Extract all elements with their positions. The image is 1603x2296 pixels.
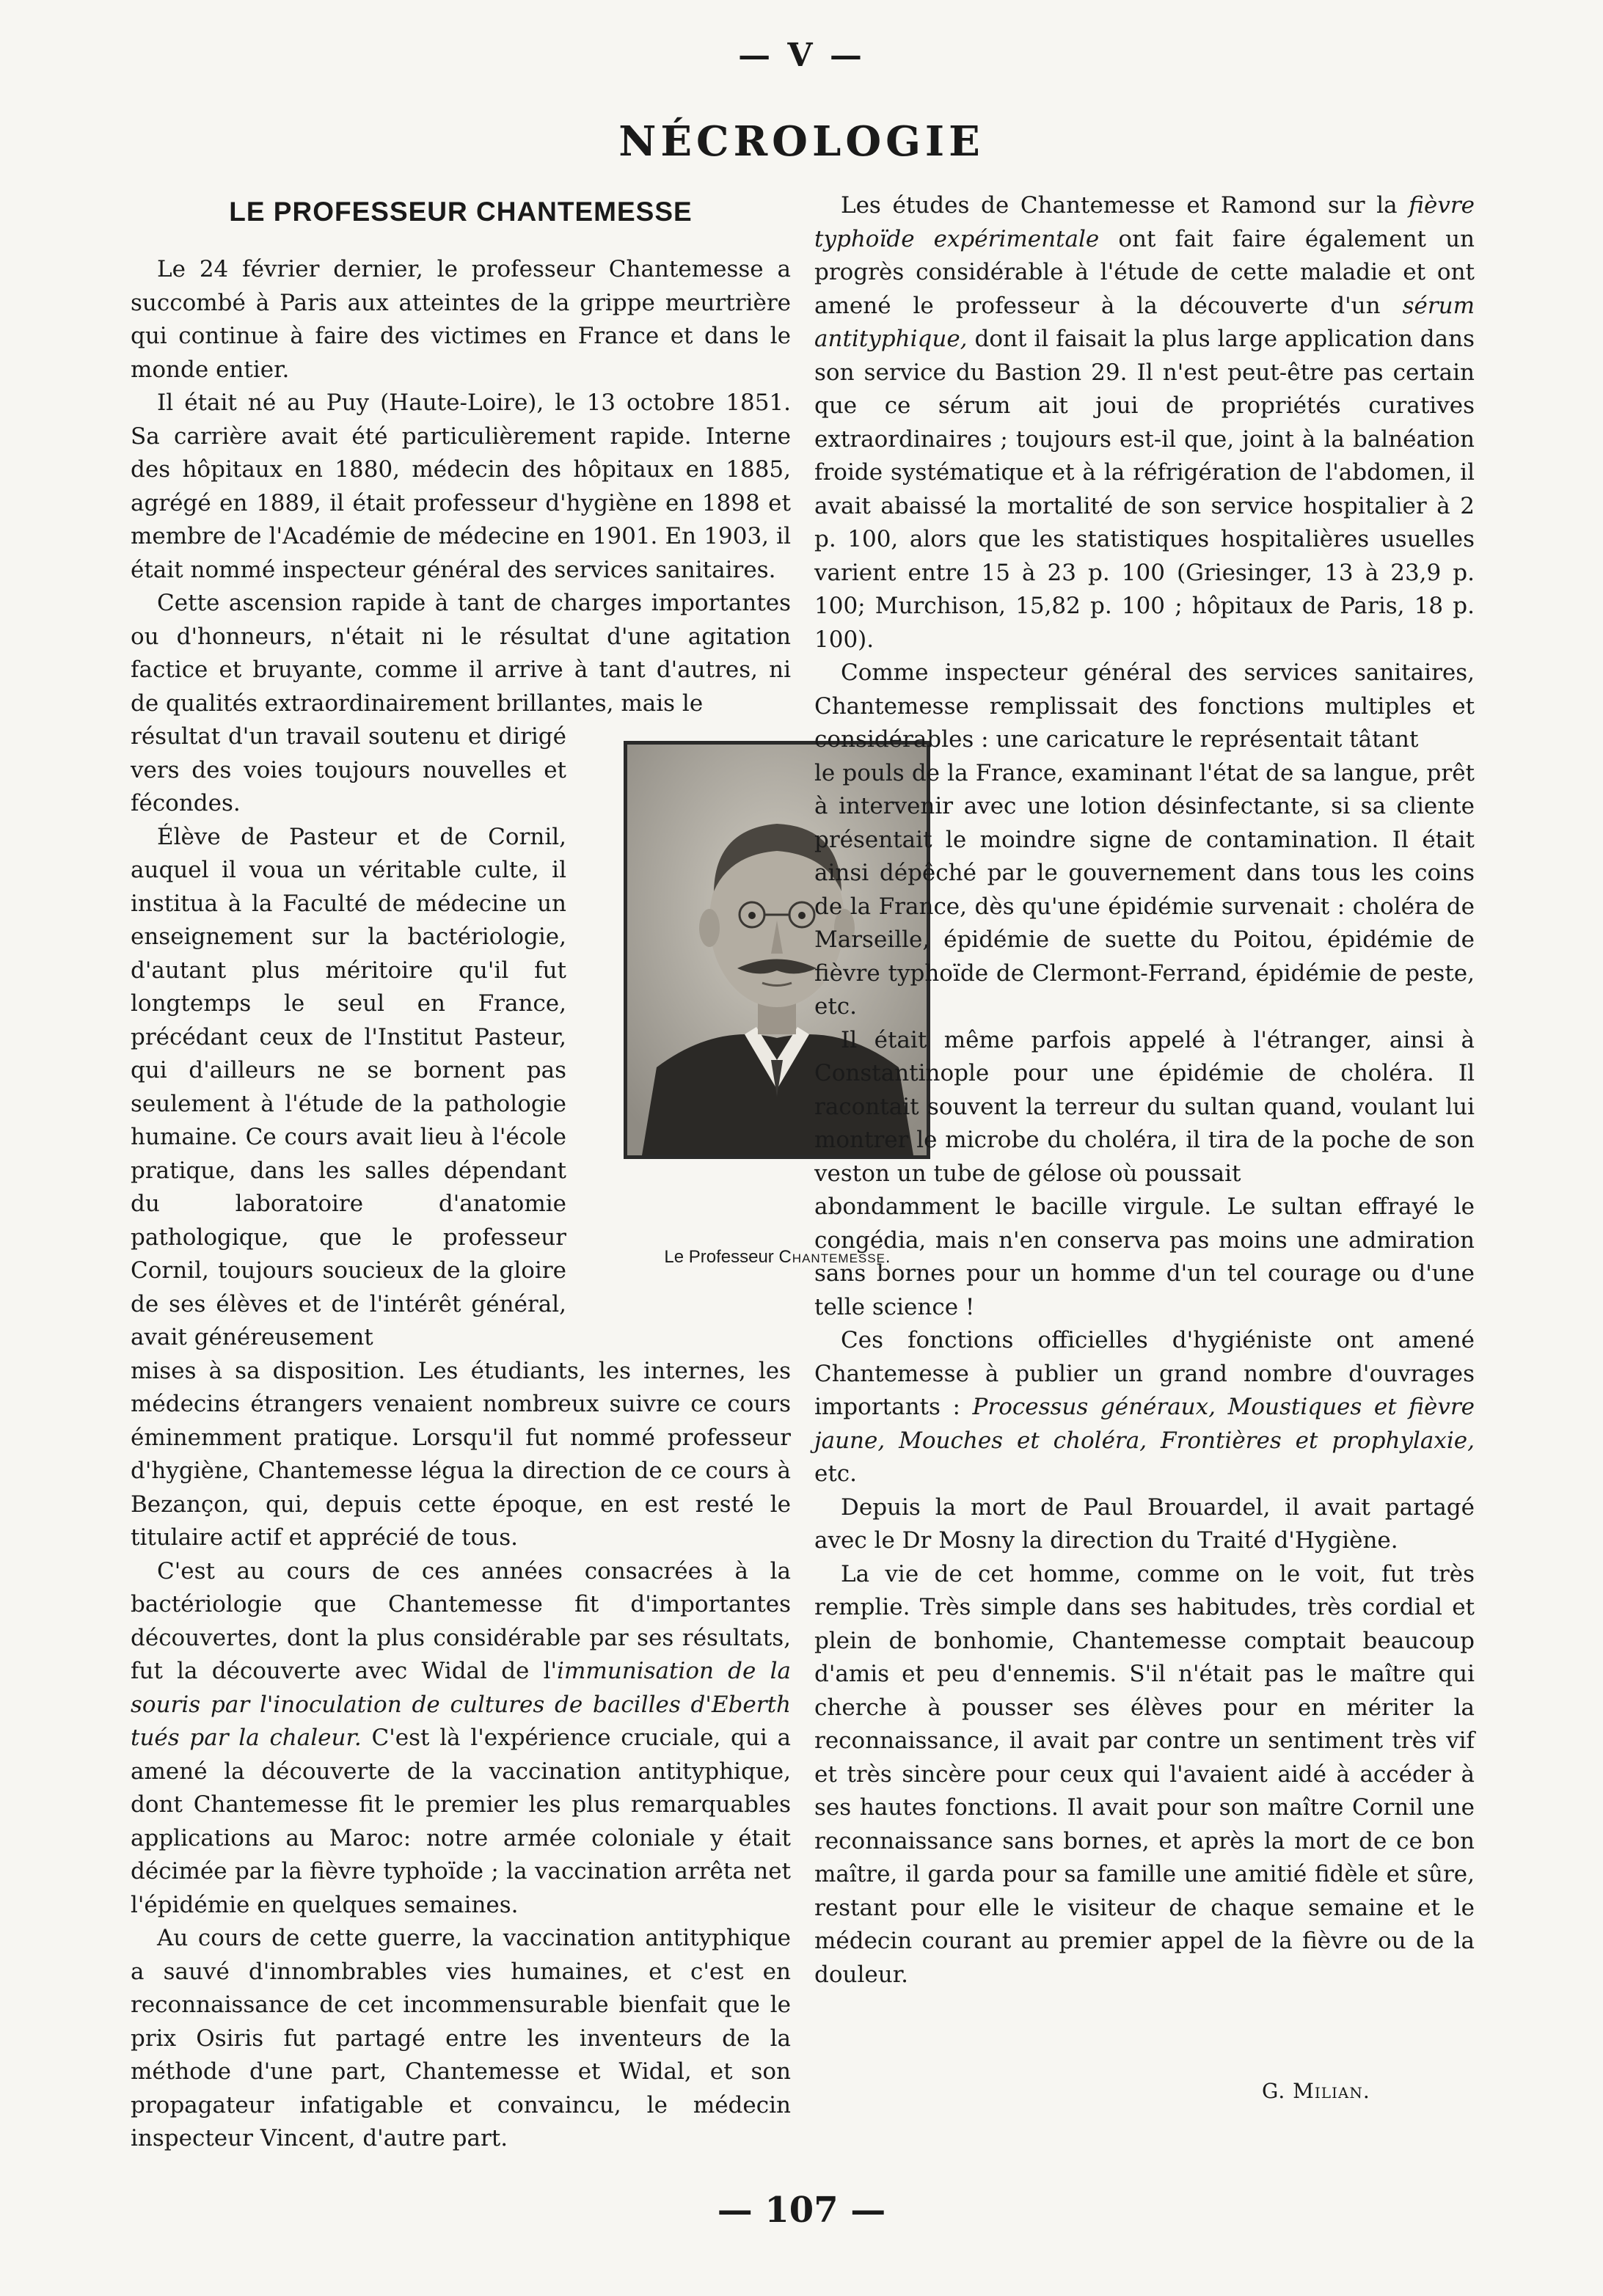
section-roman-numeral: — V — [738,37,865,74]
right-paragraph-4 [814,1324,1475,1491]
left-paragraph-2: Il était né au Puy (Haute-Loire), le 13 octobre 1851. Sa carrière avait été particulièrement rapide. Interne des hôpitaux en 1880, médecin des hôpitaux en 1885, agrégé en 1889, il était professeur d'hygiène en 1898 et membre de l'Académie de médecine en 1901. En 1903, il était nommé inspecteur général des services sanitaires. [131,390,791,583]
left-paragraph-3a: Cette ascension rapide à tant de charges importantes ou d'honneurs, n'était ni le résultat d'une agitation factice et bruyante, comme il arrive à tant d'autres, ni de qualités extraordinairement brillantes, mais le [131,590,791,717]
author-signature: G. Milian. [1262,2079,1370,2103]
page-title: NÉCROLOGIE [618,117,985,166]
right-paragraph-2b: le pouls de la France, examinant l'état de sa langue, prêt à intervenir avec une lotion désinfectante, si sa cliente présentait le moindre signe de contamination. Il était ainsi dépêché par le gouvernement dans tous les coins de la France, dès qu'une épidémie survenait : choléra de Marseille, épidémie de suette du Poitou, épidémie de fièvre typhoïde de Clermont-Ferrand, épidémie de peste, etc. [814,759,1475,1020]
right-paragraph-5: Depuis la mort de Paul Brouardel, il avait partagé avec le Dr Mosny la direction du Traité d'Hygiène. [814,1494,1475,1554]
left-paragraph-5-text-b: C'est là l'expérience cruciale, qui a amené la découverte de la vaccination antityphique, dont Chantemesse fit le premier les plus remarquables applications au Maroc: notre armée coloniale y était décimée par la fièvre typhoïde ; la vaccination arrêta net l'épidémie en quelques semaines. [131,1725,791,1918]
left-paragraph-5-italic: immunisation de la souris par l'inoculation de cultures de bacilles d'Eberth tués par la chaleur. [131,1658,791,1751]
right-column [814,189,1475,1992]
right-paragraph-4-text-a: Ces fonctions officielles d'hygiéniste ont amené Chantemesse à publier un grand nombre d'ouvrages importants : [814,1327,1475,1420]
caption-name: Chantemesse. [778,1247,891,1267]
right-paragraph-6: La vie de cet homme, comme on le voit, fut très remplie. Très simple dans ses habitudes, très cordial et plein de bonhomie, Chantemesse comptait beaucoup d'amis et peu d'ennemis. S'il n'était pas le maître qui cherche à pousser ses élèves pour en mériter la reconnaissance, il avait par contre un sentiment très vif et très sincère pour ceux qui l'avaient aidé à accéder à ses hautes fonctions. Il avait pour son maître Cornil une reconnaissance sans bornes, et après la mort de ce bon maître, il garda pour sa famille une amitié fidèle et sûre, restant pour elle le visiteur de chaque semaine et le médecin courant au premier appel de la fièvre ou de la douleur. [814,1560,1475,1988]
article-subtitle: LE PROFESSEUR CHANTEMESSE [229,197,693,227]
right-paragraph-3b: abondamment le bacille virgule. Le sultan effrayé le congédia, mais n'en conserva pas moins une admiration sans bornes pour un homme d'un tel courage ou d'une telle science ! [814,1193,1475,1320]
right-paragraph-1-text-b: ont fait faire également un progrès considérable à l'étude de cette maladie et ont amené le professeur à la découverte d'un [814,225,1475,319]
right-paragraph-4-italic: Processus généraux, Moustiques et fièvre jaune, Mouches et choléra, Frontières et prophylaxie, [814,1394,1475,1454]
right-paragraph-4-text-b: etc. [814,1460,858,1487]
right-paragraph-3a: Il était même parfois appelé à l'étranger, ainsi à Constantinople pour une épidémie de choléra. Il racontait souvent la terreur du sultan quand, voulant lui montrer le microbe du choléra, il tira de la poche de son veston un tube de gélose où poussait [814,1026,1475,1187]
right-paragraph-1-text-c: dont il faisait la plus large application dans son service du Bastion 29. Il n'est peut-être pas certain que ce sérum ait joui de propriétés curatives extraordinaires ; toujours est-il que, joint à la balnéation froide systématique et à la réfrigération de l'abdomen, il avait abaissé la mortalité de son service hospitalier à 2 p. 100, alors que les statistiques hospitalières usuelles varient entre 15 à 23 p. 100 (Griesinger, 13 à 23,9 p. 100; Murchison, 15,82 p. 100 ; hôpitaux de Paris, 18 p. 100). [814,326,1475,653]
right-paragraph-1 [814,189,1475,657]
left-paragraph-5 [131,1555,791,1923]
left-paragraph-4a: Élève de Pasteur et de Cornil, auquel il voua un véritable culte, il institua à la Faculté de médecine un enseignement sur la bactériologie, d'autant plus méritoire qu'il fut longtemps le seul en France, précédant ceux de l'Institut Pasteur, qui d'ailleurs ne se bornent pas seulement à l'étude de la pathologie humaine. Ce cours avait lieu à l'école pratique, dans les salles dépendant du laboratoire d'anatomie pathologique, que le professeur Cornil, toujours soucieux de la gloire de ses élèves et de l'intérêt général, avait généreusement [131,823,566,1350]
left-paragraph-3b: résultat d'un travail soutenu et dirigé vers des voies toujours nouvelles et fécondes. [131,723,566,816]
right-paragraph-1-text-a: Les études de Chantemesse et Ramond sur la [841,192,1409,219]
left-paragraph-5-text-a: C'est au cours de ces années consacrées à la bactériologie que Chantemesse fit d'importantes découvertes, dont la plus considérable par ses résultats, fut la découverte avec Widal de l' [131,1557,791,1684]
caption-prefix: Le Professeur [664,1247,774,1267]
right-paragraph-2a: Comme inspecteur général des services sanitaires, Chantemesse remplissait des fonctions multiples et considérables : une caricature le représentait tâtant [814,659,1475,753]
right-paragraph-1-italic-2: sérum antityphique, [814,292,1475,352]
left-column [131,253,791,2156]
right-paragraph-1-italic-1: fièvre typhoïde expérimentale [814,192,1475,252]
left-paragraph-1: Le 24 février dernier, le professeur Chantemesse a succombé à Paris aux atteintes de la grippe meurtrière qui continue à faire des victimes en France et dans le monde entier. [131,256,791,383]
left-paragraph-4b: mises à sa disposition. Les étudiants, les internes, les médecins étrangers venaient nombreux suivre ce cours éminemment pratique. Lorsqu'il fut nommé professeur d'hygiène, Chantemesse légua la direction de ce cours à Bezançon, qui, depuis cette époque, en est resté le titulaire actif et apprécié de tous. [131,1357,791,1551]
left-paragraph-6: Au cours de cette guerre, la vaccination antityphique a sauvé d'innombrables vies humaines, et c'est en reconnaissance de cet incommensurable bienfait que le prix Osiris fut partagé entre les inventeurs de la méthode d'une part, Chantemesse et Widal, et son propagateur infatigable et convaincu, le médecin inspecteur Vincent, d'autre part. [131,1925,791,2151]
page-number: — 107 — [717,2190,886,2231]
